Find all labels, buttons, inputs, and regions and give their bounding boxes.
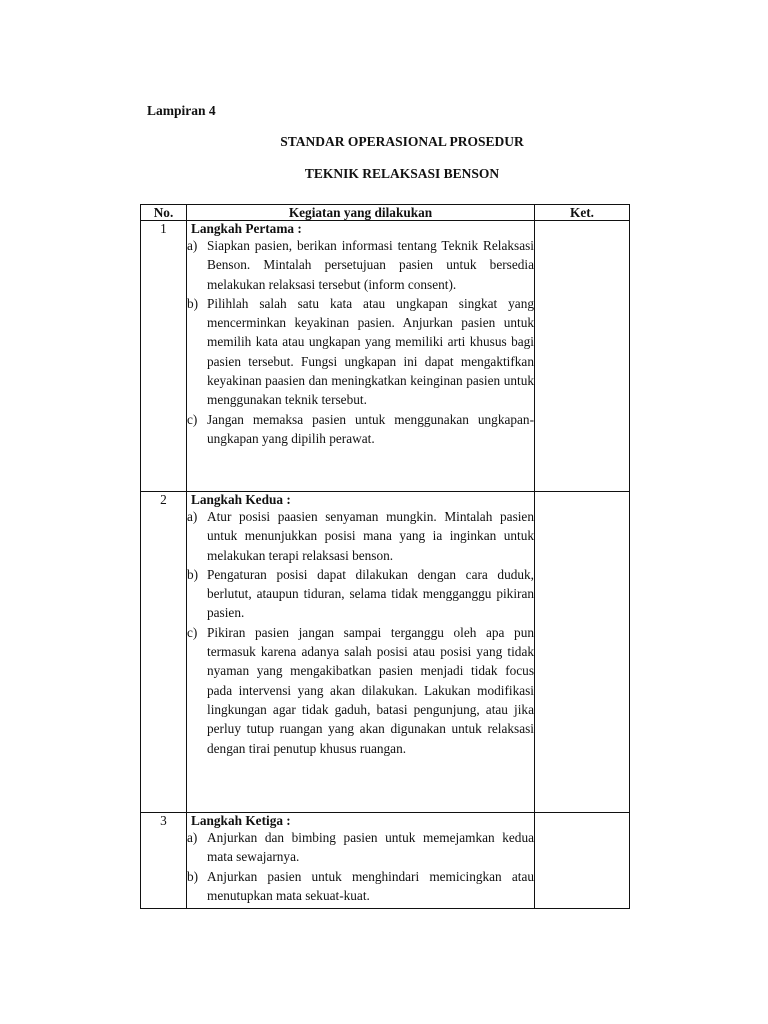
item-text: Pikiran pasien jangan sampai terganggu oleh apa pun termasuk karena adanya salah posisi atau posisi yang tidak nyaman yang mengakibatkan pasien menjadi tidak focus pada intervensi yang akan dilakukan. Lakukan modifikasi lingkungan agar tidak gaduh, batasi pengunjung, atau jika perluy tutup ruangan yang akan digunakan untuk relaksasi dengan tirai penutup khusus ruangan. bbox=[207, 624, 534, 756]
table-row bbox=[141, 813, 630, 909]
table-header-row bbox=[141, 205, 630, 221]
item-marker: c) bbox=[187, 624, 198, 640]
column-header-ket: Ket. bbox=[535, 205, 630, 221]
appendix-label: Lampiran 4 bbox=[147, 103, 216, 118]
row-number: 2 bbox=[141, 492, 187, 813]
list-item bbox=[187, 410, 534, 449]
sop-table bbox=[140, 204, 630, 909]
ket-cell bbox=[535, 492, 630, 813]
step-title: Langkah Kedua : bbox=[191, 492, 291, 507]
ket-cell bbox=[535, 221, 630, 492]
item-text: Siapkan pasien, berikan informasi tentang Teknik Relaksasi Benson. Mintalah persetujuan pasien untuk bersedia melakukan relaksasi tersebut (inform consent). bbox=[207, 238, 534, 292]
activity-cell bbox=[187, 813, 535, 909]
item-marker: a) bbox=[187, 830, 198, 845]
item-marker: b) bbox=[187, 868, 199, 884]
column-header-no: No. bbox=[141, 205, 187, 221]
item-marker: a) bbox=[187, 509, 198, 524]
column-header-kegiatan: Kegiatan yang dilakukan bbox=[187, 205, 535, 221]
item-text: Pilihlah salah satu kata atau ungkapan singkat yang mencerminkan keyakinan pasien. Anjurkan pasien untuk memilih kata atau ungkapan yang memiliki arti khusus bagi pasien tersebut. Fungsi ungkapan ini dapat mengaktifkan keyakinan paasien dan meningkatkan keinginan pasien untuk menggunakan teknik tersebut. bbox=[207, 295, 534, 408]
activity-cell bbox=[187, 221, 535, 492]
item-marker: b) bbox=[187, 295, 199, 311]
list-item bbox=[187, 294, 534, 410]
item-marker: c) bbox=[187, 411, 198, 427]
document-subtitle: TEKNIK RELAKSASI BENSON bbox=[304, 166, 500, 181]
table-row bbox=[141, 492, 630, 813]
item-text: Atur posisi paasien senyaman mungkin. Mintalah pasien untuk menunjukkan posisi mana yang ia inginkan untuk melakukan terapi relaksasi benson. bbox=[207, 509, 534, 563]
item-text: Jangan memaksa pasien untuk menggunakan ungkapan-ungkapan yang dipilih perawat. bbox=[207, 411, 534, 446]
step-list bbox=[187, 828, 534, 905]
item-marker: a) bbox=[187, 238, 198, 253]
item-text: Pengaturan posisi dapat dilakukan dengan cara duduk, berlutut, ataupun tiduran, selama tidak mengganggu pikiran pasien. bbox=[207, 566, 534, 621]
table-row bbox=[141, 221, 630, 492]
list-item bbox=[187, 623, 534, 758]
list-item bbox=[187, 565, 534, 623]
row-number: 1 bbox=[141, 221, 187, 492]
list-item bbox=[187, 507, 534, 565]
item-marker: b) bbox=[187, 566, 199, 582]
step-title: Langkah Pertama : bbox=[191, 221, 302, 236]
list-item bbox=[187, 867, 534, 906]
list-item bbox=[187, 236, 534, 294]
activity-cell bbox=[187, 492, 535, 813]
list-item bbox=[187, 828, 534, 867]
item-text: Anjurkan dan bimbing pasien untuk memejamkan kedua mata sewajarnya. bbox=[207, 830, 534, 865]
step-list bbox=[187, 236, 534, 448]
step-title: Langkah Ketiga : bbox=[191, 813, 291, 828]
row-number: 3 bbox=[141, 813, 187, 909]
document-title: STANDAR OPERASIONAL PROSEDUR bbox=[280, 134, 524, 149]
step-list bbox=[187, 507, 534, 758]
item-text: Anjurkan pasien untuk menghindari memicingkan atau menutupkan mata sekuat-kuat. bbox=[207, 868, 534, 903]
ket-cell bbox=[535, 813, 630, 909]
